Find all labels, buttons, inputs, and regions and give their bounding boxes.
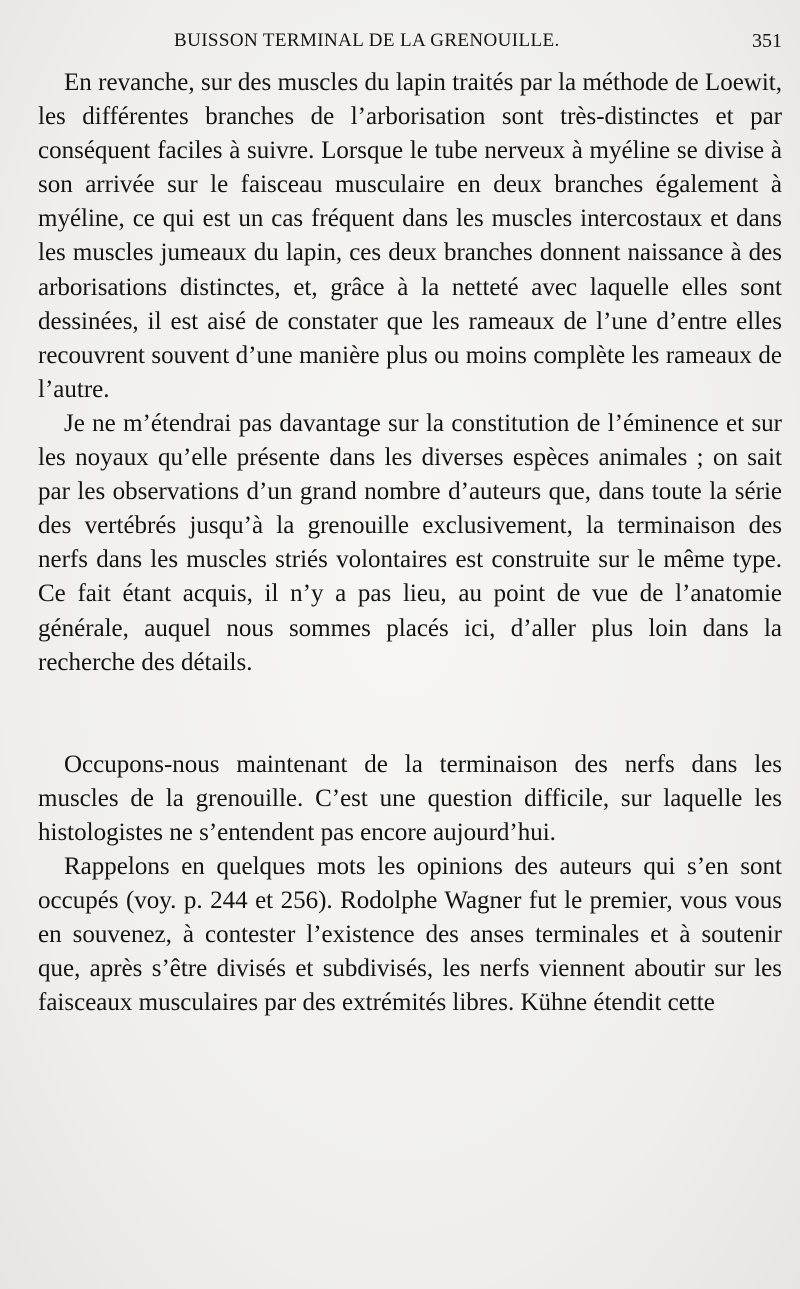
paragraph-frog-muscles: Occupons-nous maintenant de la terminaison des nerfs dans les muscles de la grenouille. C’est une question difficile, sur laquelle les histologistes ne s’entendent pas encore aujourd’hui. bbox=[38, 750, 782, 846]
paragraph-eminence-nuclei: Je ne m’étendrai pas davantage sur la constitution de l’éminence et sur les noyaux qu’elle présente dans les diverses espèces animales ; on sait par les observations d’un grand nombre d’auteurs que, dans toute la série des vertébrés jusqu’à la grenouille exclusivement, la terminaison des nerfs dans les muscles striés volontaires est construite sur le même type. Ce fait étant acquis, il n’y a pas lieu, au point de vue de l’anatomie générale, auquel nous sommes placés ici, d’aller plus loin dans la recherche des détails. bbox=[38, 409, 782, 676]
paragraph-loewit-method: En revanche, sur des muscles du lapin traités par la méthode de Loewit, les différentes branches de l’arborisation sont très-distinctes et par conséquent faciles à suivre. Lorsque le tube nerveux à myéline se divise à son arrivée sur le faisceau musculaire en deux branches également à myéline, ce qui est un cas fréquent dans les muscles intercostaux et dans les muscles jumeaux du lapin, ces deux branches donnent naissance à des arborisations distinctes, et, grâce à la netteté avec laquelle elles sont dessinées, il est aisé de constater que les rameaux de l’une d’entre elles recouvrent souvent d’une manière plus ou moins complète les rameaux de l’autre. bbox=[38, 69, 782, 403]
paragraph-authors-opinions: Rappelons en quelques mots les opinions des auteurs qui s’en sont occupés (voy. p. 244 et 256). Rodolphe Wagner fut le premier, vous vous en souvenez, à contester l’existence des anses terminales et à soutenir que, après s’être divisés et subdivisés, les nerfs viennent aboutir sur les faisceaux musculaires par des extrémités libres. Kühne étendit cette bbox=[38, 852, 782, 1017]
page-number: 351 bbox=[752, 30, 782, 52]
running-head: BUISSON TERMINAL DE LA GRENOUILLE. bbox=[174, 30, 560, 51]
section-gap bbox=[38, 680, 782, 748]
body-text bbox=[38, 66, 782, 1020]
page-header bbox=[38, 30, 782, 60]
